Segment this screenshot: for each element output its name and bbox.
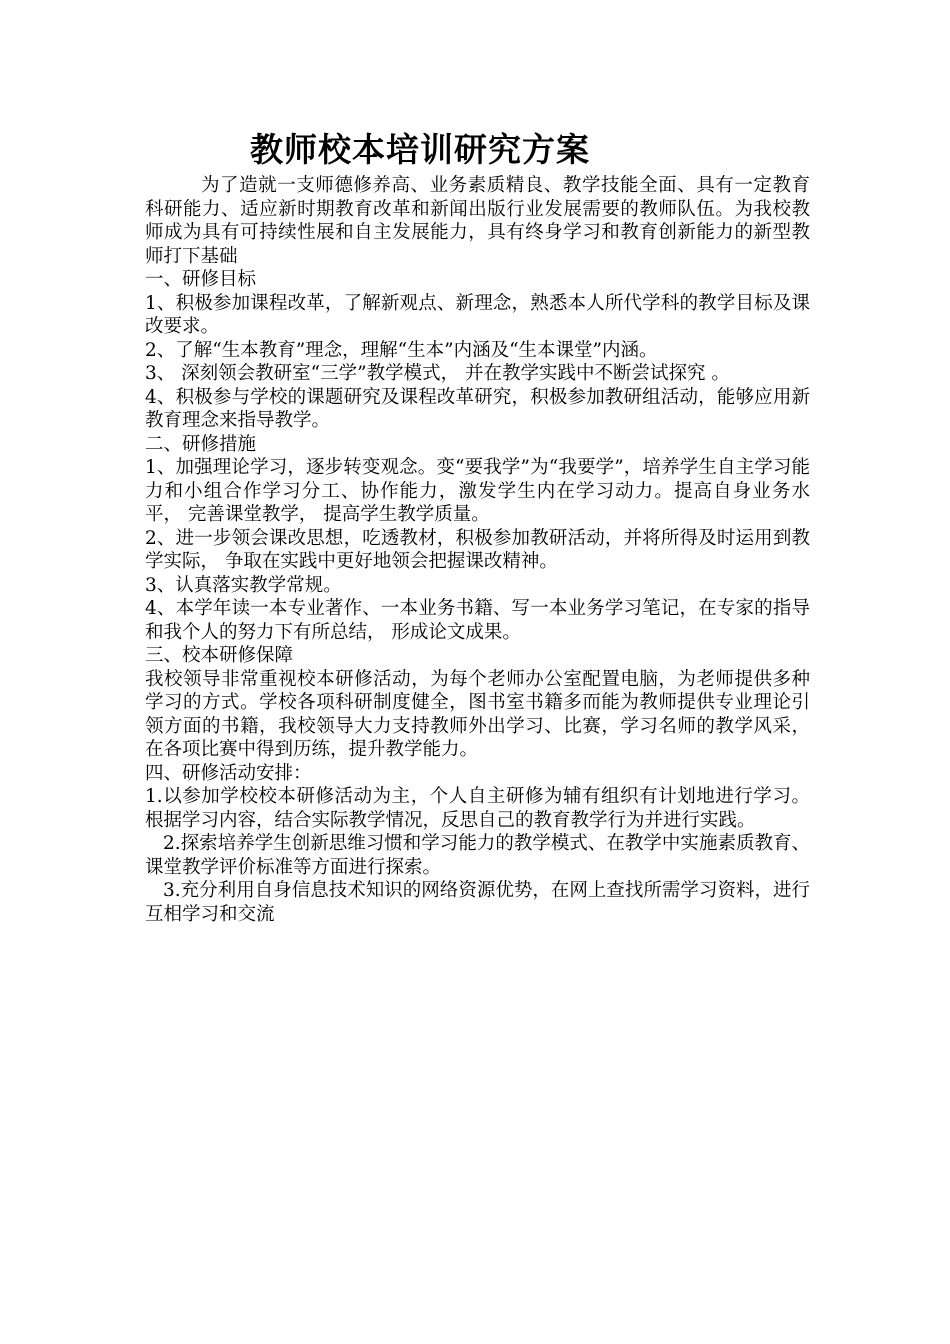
paragraph: 3、认真落实教学常规。 (145, 574, 342, 596)
paragraph: 3、 深刻领会教研室“三学”教学模式， 并在教学实践中不断尝试探究 。 (145, 363, 730, 384)
section-heading: 一、研修目标 (145, 269, 257, 290)
section-heading: 三、校本研修保障 (145, 645, 294, 666)
paragraph: 1、积极参加课程改革，了解新观点、新理念，熟悉本人所代学科的教学目标及课改要求。 (145, 292, 810, 337)
intro-paragraph: 为了造就一支师德修养高、业务素质精良、教学技能全面、具有一定教育科研能力、适应新时期教育改革和新闻出版行业发展需要的教师队伍。为我校教师成为具有可持续性展和自主发展能力，具有终身学习和教育创新能力的新型教师打下基础 (145, 175, 810, 267)
paragraph: 4、积极参与学校的课题研究及课程改革研究，积极参加教研组活动，能够应用新教育理念来指导教学。 (145, 386, 810, 431)
paragraph: 1.以参加学校校本研修活动为主，个人自主研修为辅有组织有计划地进行学习。根据学习内容，结合实际教学情况，反思自己的教育教学行为并进行实践。 (145, 786, 810, 831)
paragraph: 4、本学年读一本专业著作、一本业务书籍、写一本业务学习笔记，在专家的指导和我个人的努力下有所总结， 形成论文成果。 (145, 598, 810, 643)
paragraph: 1、加强理论学习，逐步转变观念。变“要我学”为“我要学”，培养学生自主学习能力和小组合作学习分工、协作能力，激发学生内在学习动力。提高自身业务水平， 完善课堂教学， 提高学生教学质量。 (145, 457, 810, 525)
section-heading: 二、研修措施 (145, 433, 257, 455)
paragraph: 2、了解“生本教育”理念，理解“生本”内涵及“生本课堂”内涵。 (145, 339, 658, 361)
document-title: 教师校本培训研究方案 (250, 130, 590, 169)
document-page (145, 128, 810, 926)
section-heading: 四、研修活动安排： (145, 762, 312, 784)
paragraph: 3.充分利用自身信息技术知识的网络资源优势，在网上查找所需学习资料，进行互相学习和交流 (145, 880, 810, 925)
paragraph: 2.探索培养学生创新思维习惯和学习能力的教学模式、在教学中实施素质教育、课堂教学评价标准等方面进行探索。 (145, 833, 810, 878)
paragraph: 我校领导非常重视校本研修活动，为每个老师办公室配置电脑，为老师提供多种学习的方式。学校各项科研制度健全，图书室书籍多而能为教师提供专业理论引领方面的书籍，我校领导大力支持教师外出学习、比赛，学习名师的教学风采，在各项比赛中得到历练，提升教学能力。 (145, 668, 810, 760)
paragraph: 2、进一步领会课改思想，吃透教材，积极参加教研活动，并将所得及时运用到教学实际， 争取在实践中更好地领会把握课改精神。 (145, 527, 810, 572)
